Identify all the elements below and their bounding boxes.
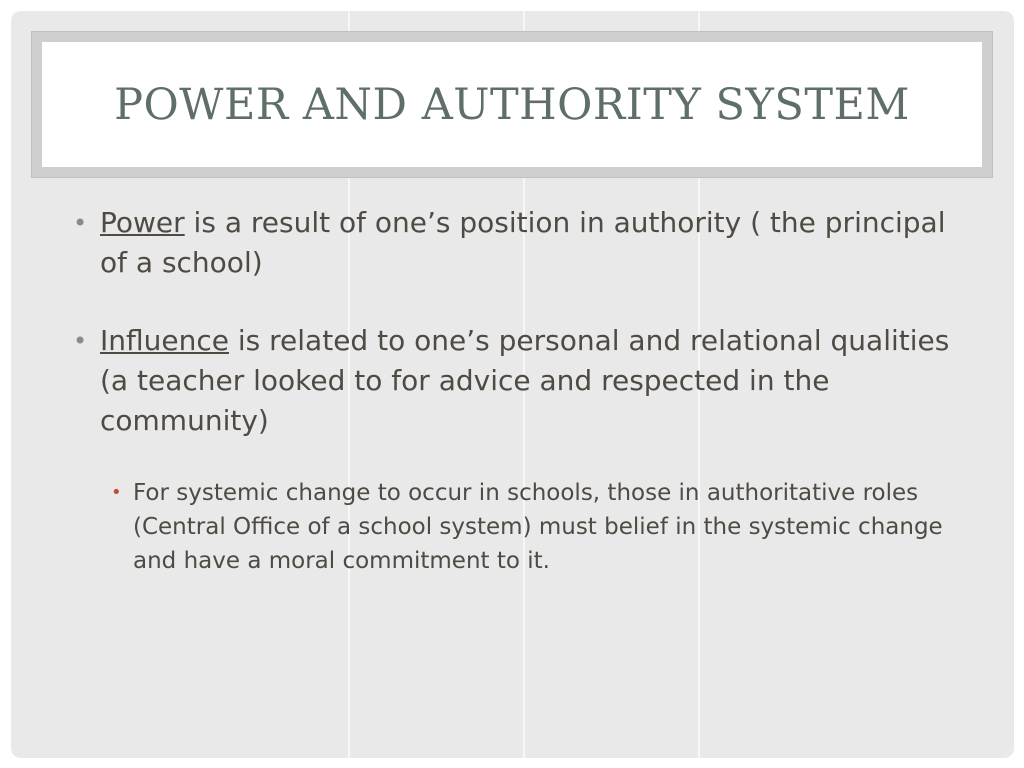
bullet-power (73, 203, 963, 283)
slide (11, 11, 1014, 758)
bullet-term-influence: Influence (100, 324, 229, 357)
bullet-text-power: is a result of one’s position in authority ( the principal of a school) (100, 206, 946, 279)
bullet-text-influence: is related to one’s personal and relational qualities (a teacher looked to for advice and respected in the community) (100, 324, 950, 437)
bullet-dot-icon: • (73, 209, 88, 237)
slide-title: POWER AND AUTHORITY SYSTEM (114, 79, 910, 130)
bullet-influence (73, 321, 963, 441)
sub-bullet-text: For systemic change to occur in schools, those in authoritative roles (Central Office of a school system) must belief in the systemic change and have a moral commitment to it. (133, 480, 943, 574)
title-box (42, 42, 982, 167)
title-frame (31, 31, 993, 178)
slide-content (73, 203, 963, 578)
bullet-dot-icon: • (73, 327, 88, 355)
bullet-term-power: Power (100, 206, 185, 239)
sub-bullet-dot-icon: • (111, 482, 122, 503)
sub-bullet-systemic-change (107, 476, 963, 578)
